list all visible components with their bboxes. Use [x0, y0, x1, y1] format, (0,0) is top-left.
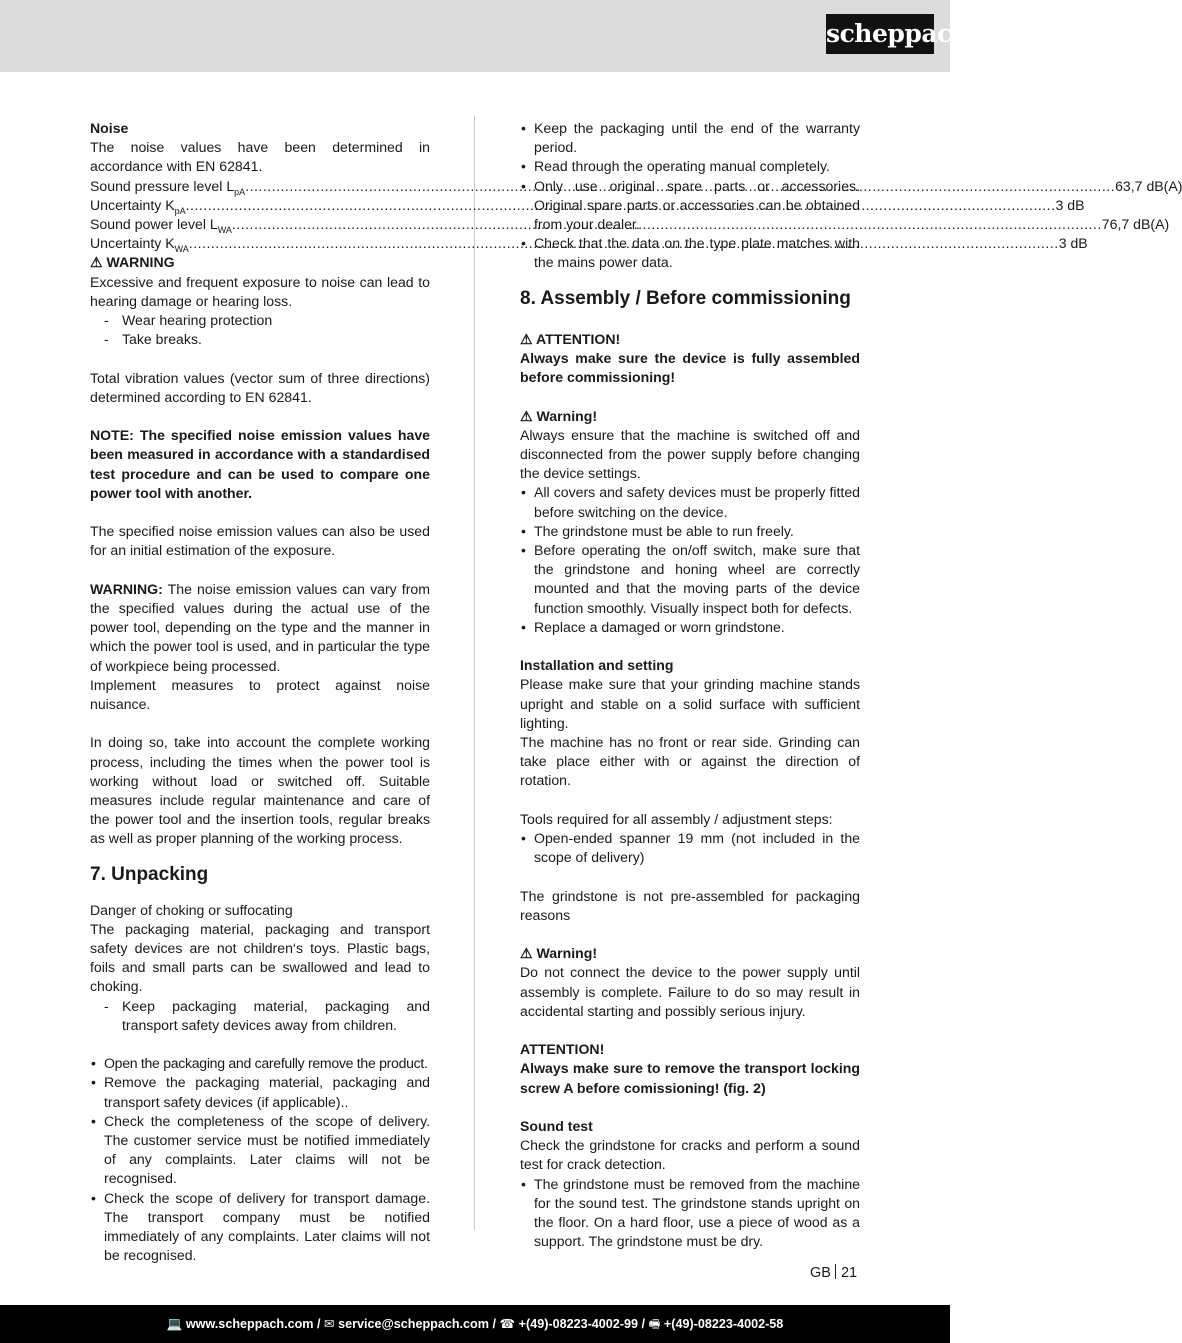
list-item: • Check the scope of delivery for transport damage. The transport company must be notified immediately of any complaints. Later claims will not be recognised. [90, 1189, 430, 1266]
note-text: NOTE: The specified noise emission values have been measured in accordance with a standardised test procedure and can be used to compare one power tool with another. [90, 427, 430, 501]
warning-triangle-icon: ⚠ [90, 254, 103, 271]
choking-text: The packaging material, packaging and transport safety devices are not children‘s toys. Plastic bags, foils and small parts can be swallowed and lead to choking. [90, 920, 430, 995]
warning-bullet-list [520, 483, 860, 637]
warning-text: Excessive and frequent exposure to noise can lead to hearing damage or hearing loss. [90, 273, 430, 309]
warning-triangle-icon: ⚠ [520, 945, 533, 962]
attention2-label: ATTENTION! [520, 1041, 605, 1058]
warning2-label: ⚠ Warning! [520, 945, 598, 962]
email-icon: ✉ [324, 1317, 335, 1331]
list-item: • Remove the packaging material, packaging and transport safety devices (if applicable).. [90, 1073, 430, 1111]
warning2-paragraph: WARNING: The noise emission values can vary from the specified values during the actual use of the power tool, depending on the type and the manner in which the power tool is used, and in particular the type of workpiece being processed. [90, 580, 430, 674]
right-column [520, 119, 860, 1251]
list-item: • The grindstone must be removed from the machine for the sound test. The grindstone stands upright on the floor. On a hard floor, use a piece of wood as a support. The grindstone must be dry. [520, 1175, 860, 1252]
page-number [810, 1263, 857, 1283]
warning-triangle-icon: ⚠ [520, 330, 533, 347]
list-item: - Wear hearing protection [90, 311, 430, 330]
footer-phone: +(49)-08223-4002-99 / [518, 1317, 646, 1331]
value-row: Sound pressure level $L_{pA}$ ..... 63,7 dB(A) [90, 177, 430, 196]
sound-bullet-list [520, 1175, 860, 1252]
warning-text: Always ensure that the machine is switched off and disconnected from the power supply before changing the device settings. [520, 426, 860, 482]
attention-label: ⚠ ATTENTION! [520, 330, 621, 347]
list-item: • Open-ended spanner 19 mm (not included in the scope of delivery) [520, 829, 860, 867]
page-header [0, 0, 970, 72]
dash-list [90, 311, 430, 349]
implement-text: Implement measures to protect against noise nuisance. [90, 676, 430, 713]
estimation-text: The specified noise emission values can also be used for an initial estimation of the exposure. [90, 523, 430, 559]
page-footer [0, 1305, 950, 1343]
unpack-bullet-list [90, 1054, 430, 1265]
choking-title: Danger of choking or suffocating [90, 901, 293, 918]
list-item: • Before operating the on/off switch, make sure that the grindstone and honing wheel are correctly mounted and that the moving parts of the device function smoothly. Visually inspect both for defects. [520, 541, 860, 618]
packaging-bullet-list [520, 119, 860, 273]
warning2-text: Do not connect the device to the power supply until assembly is complete. Failure to do so may result in accidental starting and possibly serious injury. [520, 964, 860, 1019]
install-text: Please make sure that your grinding machine stands upright and stable on a solid surface with sufficient lighting. [520, 676, 860, 731]
list-item: • Check that the data on the type plate matches with the mains power data. [520, 234, 860, 272]
noise-intro: The noise values have been determined in accordance with EN 62841. [90, 139, 430, 175]
tools-text: Tools required for all assembly / adjustment steps: [520, 810, 833, 827]
scheppach-logo: scheppach [826, 14, 934, 54]
list-item: • Keep the packaging until the end of the warranty period. [520, 119, 860, 157]
list-item: • Read through the operating manual completely. [520, 157, 860, 176]
list-item: • Replace a damaged or worn grindstone. [520, 618, 860, 637]
sound-heading: Sound test [520, 1118, 593, 1135]
list-item: • Only use original spare parts or accessories. Original spare parts or accessories can be obtained from your dealer. [520, 177, 860, 235]
dash-list [90, 997, 430, 1035]
attention2-text: Always make sure to remove the transport locking screw A before comissioning! (fig. 2) [520, 1060, 860, 1096]
footer-email: service@scheppach.com / [338, 1317, 496, 1331]
vibration-text: Total vibration values (vector sum of three directions) determined according to EN 62841. [90, 369, 430, 405]
column-divider [474, 116, 475, 1230]
list-item: • All covers and safety devices must be properly fitted before switching on the device. [520, 483, 860, 521]
value-row: Sound power level $L_{WA}$ ..... 76,7 dB(A) [90, 215, 430, 234]
page-num: 21 [840, 1265, 858, 1281]
value-row: Uncertainty $K_{pA}$ ..... 3 dB [90, 196, 430, 215]
warning-label: ⚠ WARNING [90, 254, 175, 271]
list-item: - Keep packaging material, packaging and transport safety devices away from children. [90, 997, 430, 1035]
fax-icon: 🖷 [648, 1317, 661, 1331]
computer-icon: 💻 [166, 1317, 183, 1331]
assembly-heading: 8. Assembly / Before commissioning [520, 287, 851, 309]
preassembled-text: The grindstone is not pre-assembled for packaging reasons [520, 887, 860, 923]
list-item: • Check the completeness of the scope of delivery. The customer service must be notified immediately of any complaints. Later claims will not be recognised. [90, 1112, 430, 1189]
tools-bullet-list [520, 829, 860, 867]
footer-fax: +(49)-08223-4002-58 [663, 1317, 784, 1331]
phone-icon: ☎ [499, 1317, 516, 1331]
list-item: • Open the packaging and carefully remove the product. [90, 1054, 430, 1073]
doing-text: In doing so, take into account the complete working process, including the times when the power tool is working without load or switched off. Suitable measures include regular maintenance and care of the power tool and the insertion tools, regular breaks as well as proper planning of the working process. [90, 734, 430, 847]
unpacking-heading: 7. Unpacking [90, 863, 209, 885]
attention-text: Always make sure the device is fully assembled before commissioning! [520, 350, 860, 386]
install-heading: Installation and setting [520, 657, 674, 674]
list-item: • The grindstone must be able to run freely. [520, 522, 860, 541]
sound-text: Check the grindstone for cracks and perform a sound test for crack detection. [520, 1137, 860, 1173]
noise-heading: Noise [90, 120, 129, 136]
page-lang: GB [810, 1265, 831, 1281]
warning-triangle-icon: ⚠ [520, 407, 533, 424]
value-row: Uncertainty $K_{WA}$ ..... 3 dB [90, 234, 430, 253]
install-text-2: The machine has no front or rear side. Grinding can take place either with or against the direction of rotation. [520, 734, 860, 789]
list-item: - Take breaks. [90, 330, 430, 349]
warning-label: ⚠ Warning! [520, 407, 598, 424]
footer-web: www.scheppach.com / [185, 1317, 321, 1331]
